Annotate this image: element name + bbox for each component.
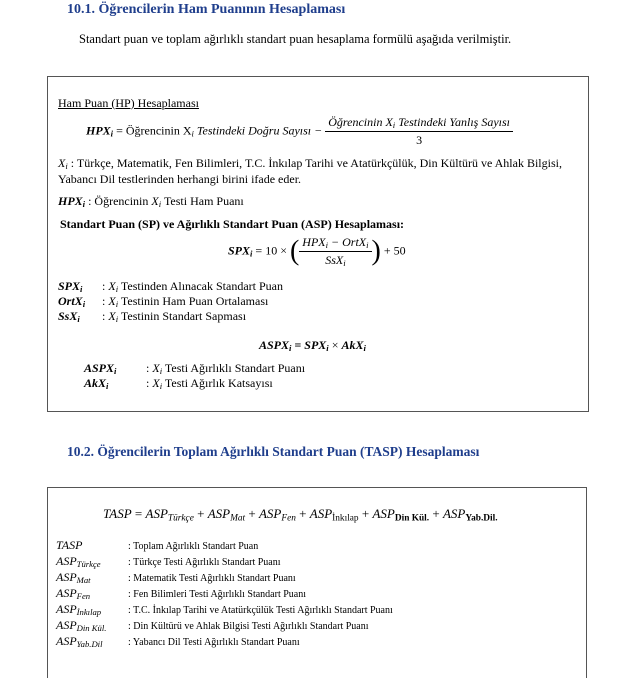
- section-1-heading: 10.1. Öğrencilerin Ham Puanının Hesaplaması: [67, 2, 346, 17]
- legend-row: $ASP_{Mat}$ : Matematik Testi Ağırlıklı Standart Puanı: [56, 570, 296, 586]
- hp-formula: $HPX_i$ = Öğrencinin $X_i$ Testindeki Doğru Sayısı − $\frac{Öğrencinin X_i Testindeki Yanlış Sayısı}{3}$: [86, 115, 513, 148]
- legend-row: $ASP_{İnkılap}$ : T.C. İnkılap Tarihi ve Atatürkçülük Testi Ağırlıklı Standart Puanı: [56, 602, 393, 618]
- tasp-term-yabdil: $ASP_{Yab.Dil.}$: [442, 506, 498, 524]
- def-spxi: $SPX_i$ : $X_i$ Testinden Alınacak Standart Puan: [58, 279, 283, 295]
- def-akxi: AkX$_i$ : $X_i$ Testi Ağırlık Katsayısı: [84, 376, 273, 392]
- def-aspxi: $ASPX_i$ : $X_i$ Testi Ağırlıklı Standart Puanı: [84, 361, 306, 377]
- tasp-term-din: $ASP_{Din Kül.}$: [372, 506, 430, 524]
- legend-row: TASP : Toplam Ağırlıklı Standart Puan: [56, 538, 259, 552]
- sp-title: Standart Puan (SP) ve Ağırlıklı Standart Puan (ASP) Hesaplaması:: [60, 217, 405, 231]
- tasp-term-mat: $ASP_{Mat}$: [207, 506, 246, 524]
- hp-title: Ham Puan (HP) Hesaplaması: [58, 96, 199, 110]
- tasp-term-fen: $ASP_{Fen}$: [258, 506, 296, 524]
- asp-formula: $ASPX_i = SPX_i \times AkX_i$: [259, 338, 366, 354]
- def-ortxi: OrtX$_i$ : $X_i$ Testinin Ham Puan Ortalaması: [58, 294, 269, 310]
- legend-row: $ASP_{Yab.Dil}$ : Yabancı Dil Testi Ağırlıklı Standart Puanı: [56, 634, 300, 650]
- section-1-intro: Standart puan ve toplam ağırlıklı standart puan hesaplama formülü aşağıda verilmiştir.: [79, 32, 512, 46]
- xi-description-line2: Yabancı Dil testlerinden herhangi birini ifade eder.: [58, 172, 302, 186]
- legend-row: $ASP_{Din Kül.}$ : Din Kültürü ve Ahlak Bilgisi Testi Ağırlıklı Standart Puanı: [56, 618, 369, 634]
- legend-row: $ASP_{Fen}$ : Fen Bilimleri Testi Ağırlıklı Standart Puanı: [56, 586, 306, 602]
- section-2-heading: 10.2. Öğrencilerin Toplam Ağırlıklı Standart Puan (TASP) Hesaplaması: [67, 444, 480, 459]
- sp-formula: $SPX_i = 10$ × ( $\frac{HPX_i - OrtX_i}{SsX_i}$ ) + 50: [228, 235, 406, 269]
- xi-description: $X_i$ : Türkçe, Matematik, Fen Bilimleri, T.C. İnkılap Tarihi ve Atatürkçülük, Din Kültürü ve Ahlak Bilgisi,: [58, 156, 562, 172]
- def-ssxi: SsX$_i$ : $X_i$ Testinin Standart Sapması: [58, 309, 247, 325]
- tasp-legend: [56, 538, 393, 650]
- legend-row: $ASP_{Türkçe}$ : Türkçe Testi Ağırlıklı Standart Puanı: [56, 554, 281, 570]
- tasp-formula: TASP = $ASP_{Türkçe} + ASP_{Mat} + ASP_{Fen} + ASP_{İnkılap} + ASP_{Din Kül.} + ASP_{Yab.Dil.}$: [103, 506, 498, 524]
- tasp-term-inkilap: $ASP_{İnkılap}$: [309, 506, 359, 524]
- tasp-term-turkce: $ASP_{Türkçe}$: [145, 506, 194, 524]
- hpxi-description: $HPX_i$ : Öğrencinin $X_i$ Testi Ham Puanı: [58, 194, 244, 210]
